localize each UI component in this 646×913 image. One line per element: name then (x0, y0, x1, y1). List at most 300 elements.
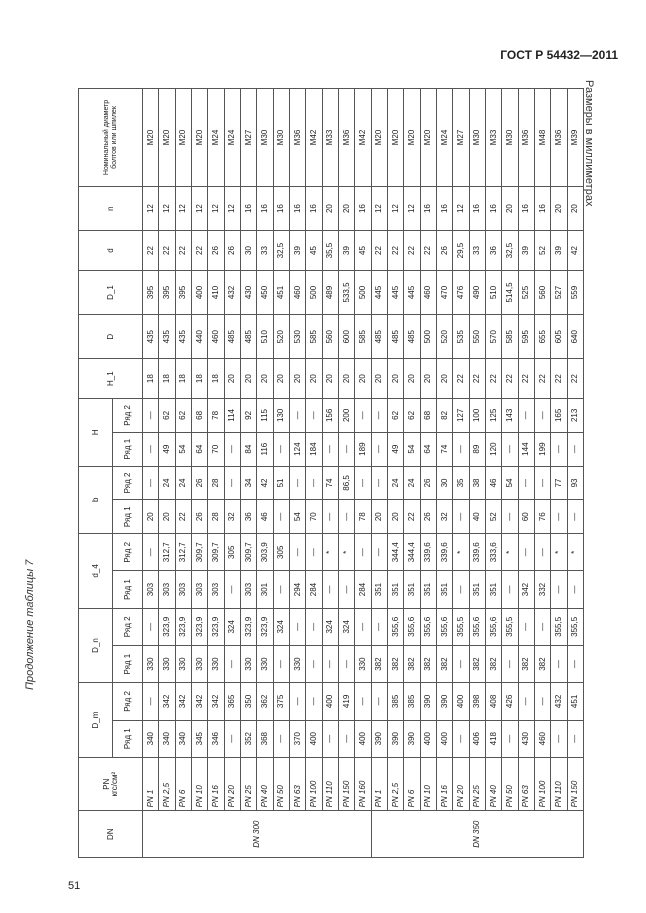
table-row (191, 89, 207, 858)
pn-cell: PN 150 (338, 757, 354, 811)
sub-row2: Ряд 2 (113, 466, 143, 500)
cell-bolt: M30 (273, 89, 289, 187)
cell-dn2: 355,5 (453, 608, 469, 645)
cell-bolt: M42 (355, 89, 371, 187)
cell-dm1: 390 (404, 720, 420, 757)
cell-dm1: 345 (191, 720, 207, 757)
cell-d: 22 (175, 231, 191, 271)
pn-cell: PN 16 (436, 757, 452, 811)
cell-dm1: 368 (257, 720, 273, 757)
table-row (273, 89, 289, 858)
cell-dn2: 323,9 (240, 608, 256, 645)
cell-d41: 351 (485, 571, 501, 608)
cell-d42: 339,6 (420, 534, 436, 571)
cell-D: 435 (175, 315, 191, 359)
cell-n: 16 (485, 186, 501, 230)
cell-b2: — (306, 466, 322, 500)
cell-dn1: 330 (355, 645, 371, 682)
document-id: ГОСТ Р 54432—2011 (500, 48, 618, 62)
cell-d42: 312,7 (159, 534, 175, 571)
cell-d: 36 (485, 231, 501, 271)
cell-n: 12 (159, 186, 175, 230)
cell-bolt: M48 (534, 89, 550, 187)
units-label: Размеры в миллиметрах (583, 80, 595, 207)
cell-h1r: 199 (534, 432, 550, 466)
cell-h2r: 156 (322, 398, 338, 432)
cell-h2r: 82 (436, 398, 452, 432)
cell-bolt: M27 (240, 89, 256, 187)
pn-cell: PN 10 (420, 757, 436, 811)
cell-dn1: 330 (159, 645, 175, 682)
cell-b1: 54 (289, 500, 305, 534)
cell-D1: 451 (273, 270, 289, 314)
dn-300-cell: DN 300 (143, 811, 372, 858)
cell-b1: 28 (208, 500, 224, 534)
cell-d: 35,5 (322, 231, 338, 271)
cell-bolt: M20 (175, 89, 191, 187)
header-pn: PN кгс/см² (79, 757, 143, 811)
sub-row2: Ряд 2 (113, 683, 143, 720)
cell-bolt: M27 (453, 89, 469, 187)
cell-H1: 22 (567, 359, 583, 399)
cell-bolt: M39 (567, 89, 583, 187)
cell-H1: 18 (159, 359, 175, 399)
cell-H1: 22 (469, 359, 485, 399)
cell-h1r: — (551, 432, 567, 466)
cell-H1: 20 (436, 359, 452, 399)
cell-b1: 60 (518, 500, 534, 534)
cell-h1r: 49 (387, 432, 403, 466)
cell-D1: 400 (191, 270, 207, 314)
cell-b2: 26 (191, 466, 207, 500)
cell-D: 510 (257, 315, 273, 359)
cell-n: 16 (289, 186, 305, 230)
cell-b2: — (224, 466, 240, 500)
cell-H1: 18 (175, 359, 191, 399)
cell-dn1: 382 (534, 645, 550, 682)
table-row (469, 89, 485, 858)
cell-d: 39 (289, 231, 305, 271)
header-dm: D_m (79, 683, 113, 758)
cell-H1: 20 (322, 359, 338, 399)
cell-b2: 28 (208, 466, 224, 500)
header-bolt: Номинальный диаметр болтов или шпилек (79, 89, 143, 187)
cell-d41: 303 (240, 571, 256, 608)
cell-dm2: — (371, 683, 387, 720)
cell-dn2: — (289, 608, 305, 645)
cell-dm2: 375 (273, 683, 289, 720)
cell-d42: 312,7 (175, 534, 191, 571)
cell-n: 20 (567, 186, 583, 230)
cell-b1: 52 (485, 500, 501, 534)
cell-dn2: 323,9 (208, 608, 224, 645)
cell-b1: 26 (420, 500, 436, 534)
cell-H1: 22 (502, 359, 518, 399)
cell-h2r: — (143, 398, 159, 432)
cell-b1: 76 (534, 500, 550, 534)
cell-b2: 51 (273, 466, 289, 500)
header-n: n (79, 186, 143, 230)
cell-dm1: 400 (355, 720, 371, 757)
cell-h1r: — (502, 432, 518, 466)
header-h1: H_1 (79, 359, 143, 399)
pn-cell: PN 20 (453, 757, 469, 811)
cell-dm2: — (289, 683, 305, 720)
cell-H1: 18 (143, 359, 159, 399)
cell-bolt: M30 (257, 89, 273, 187)
table-row (306, 89, 322, 858)
cell-d41: 303 (143, 571, 159, 608)
cell-dm2: — (355, 683, 371, 720)
cell-dn2: — (518, 608, 534, 645)
cell-dm2: 419 (338, 683, 354, 720)
cell-b1: — (453, 500, 469, 534)
cell-dn2: 323,9 (175, 608, 191, 645)
cell-bolt: M20 (387, 89, 403, 187)
flange-dimensions-table (78, 88, 584, 858)
cell-d: 45 (306, 231, 322, 271)
cell-dn2: 324 (338, 608, 354, 645)
cell-dm2: 390 (436, 683, 452, 720)
cell-dn2: 324 (322, 608, 338, 645)
cell-b2: 42 (257, 466, 273, 500)
cell-D1: 430 (240, 270, 256, 314)
cell-d: 22 (404, 231, 420, 271)
cell-dn1: — (338, 645, 354, 682)
cell-d: 26 (436, 231, 452, 271)
cell-D: 585 (355, 315, 371, 359)
cell-h2r: 62 (404, 398, 420, 432)
cell-dm2: 342 (175, 683, 191, 720)
cell-bolt: M36 (518, 89, 534, 187)
cell-D: 530 (289, 315, 305, 359)
cell-D: 485 (404, 315, 420, 359)
cell-b1: 20 (387, 500, 403, 534)
cell-dm1: 340 (159, 720, 175, 757)
cell-D: 485 (224, 315, 240, 359)
cell-h2r: — (371, 398, 387, 432)
table-row (453, 89, 469, 858)
cell-b2: 93 (567, 466, 583, 500)
table-row (143, 89, 159, 858)
table-container (78, 88, 584, 858)
cell-b2: 34 (240, 466, 256, 500)
cell-h1r: 64 (420, 432, 436, 466)
header-d-big: D (79, 315, 143, 359)
cell-D1: 527 (551, 270, 567, 314)
pn-cell: PN 25 (240, 757, 256, 811)
sub-row2: Ряд 2 (113, 534, 143, 571)
cell-dn1: 382 (469, 645, 485, 682)
table-row (322, 89, 338, 858)
cell-d41: 284 (306, 571, 322, 608)
cell-dn2: — (371, 608, 387, 645)
cell-b2: 35 (453, 466, 469, 500)
header-dn: DN (79, 811, 143, 858)
cell-dm1: — (224, 720, 240, 757)
cell-D1: 460 (420, 270, 436, 314)
cell-dm2: 385 (387, 683, 403, 720)
cell-dn2: 355,6 (387, 608, 403, 645)
cell-dm2: 342 (208, 683, 224, 720)
cell-H1: 20 (224, 359, 240, 399)
cell-h2r: — (518, 398, 534, 432)
cell-H1: 20 (420, 359, 436, 399)
cell-d42: * (567, 534, 583, 571)
header-d1: D_1 (79, 270, 143, 314)
cell-n: 12 (387, 186, 403, 230)
cell-h2r: 78 (208, 398, 224, 432)
cell-D: 535 (453, 315, 469, 359)
cell-h2r: 130 (273, 398, 289, 432)
cell-H1: 20 (289, 359, 305, 399)
cell-h2r: 115 (257, 398, 273, 432)
cell-d42: — (143, 534, 159, 571)
table-row (551, 89, 567, 858)
table-row (387, 89, 403, 858)
cell-dn1: — (502, 645, 518, 682)
cell-b1: — (338, 500, 354, 534)
cell-h2r: — (306, 398, 322, 432)
cell-D: 485 (240, 315, 256, 359)
cell-D1: 445 (404, 270, 420, 314)
pn-cell: PN 50 (502, 757, 518, 811)
cell-dm1: — (273, 720, 289, 757)
cell-d: 26 (224, 231, 240, 271)
cell-n: 16 (436, 186, 452, 230)
cell-d42: * (338, 534, 354, 571)
cell-dn1: 382 (436, 645, 452, 682)
cell-d: 22 (387, 231, 403, 271)
cell-d: 52 (534, 231, 550, 271)
cell-h1r: — (453, 432, 469, 466)
cell-h1r: — (224, 432, 240, 466)
cell-b1: 40 (469, 500, 485, 534)
cell-D1: 395 (175, 270, 191, 314)
header-h: H (79, 398, 113, 466)
cell-bolt: M20 (191, 89, 207, 187)
cell-D1: 450 (257, 270, 273, 314)
cell-dn2: 323,9 (191, 608, 207, 645)
cell-dm1: 390 (371, 720, 387, 757)
cell-d: 39 (551, 231, 567, 271)
cell-d: 32,5 (502, 231, 518, 271)
pn-cell: PN 160 (355, 757, 371, 811)
cell-d: 33 (469, 231, 485, 271)
table-row (175, 89, 191, 858)
cell-h2r: 100 (469, 398, 485, 432)
cell-b1: — (322, 500, 338, 534)
cell-H1: 22 (518, 359, 534, 399)
cell-dn1: — (273, 645, 289, 682)
cell-n: 12 (224, 186, 240, 230)
cell-d42: — (289, 534, 305, 571)
cell-D: 655 (534, 315, 550, 359)
cell-dm1: 340 (143, 720, 159, 757)
cell-b2: 24 (159, 466, 175, 500)
cell-H1: 20 (355, 359, 371, 399)
cell-n: 16 (355, 186, 371, 230)
table-row (289, 89, 305, 858)
cell-dm1: — (338, 720, 354, 757)
table-row (371, 89, 387, 858)
cell-d41: — (322, 571, 338, 608)
header-dn-col: D_n (79, 608, 113, 683)
cell-h2r: 62 (159, 398, 175, 432)
cell-n: 16 (420, 186, 436, 230)
cell-D1: 533,5 (338, 270, 354, 314)
cell-dn2: 323,9 (257, 608, 273, 645)
cell-h2r: 125 (485, 398, 501, 432)
cell-dn1: 330 (240, 645, 256, 682)
cell-n: 12 (175, 186, 191, 230)
cell-n: 16 (469, 186, 485, 230)
cell-b2: — (371, 466, 387, 500)
cell-dn2: — (534, 608, 550, 645)
pn-cell: PN 110 (322, 757, 338, 811)
cell-D1: 410 (208, 270, 224, 314)
cell-d42: — (518, 534, 534, 571)
cell-d42: 309,7 (191, 534, 207, 571)
table-row (355, 89, 371, 858)
cell-b2: — (534, 466, 550, 500)
table-row (208, 89, 224, 858)
cell-n: 16 (240, 186, 256, 230)
cell-h2r: — (289, 398, 305, 432)
cell-b2: 26 (420, 466, 436, 500)
cell-d: 22 (159, 231, 175, 271)
cell-d41: 303 (208, 571, 224, 608)
cell-D: 435 (143, 315, 159, 359)
header-d4: d_4 (79, 534, 113, 609)
cell-D1: 445 (371, 270, 387, 314)
cell-d: 22 (371, 231, 387, 271)
cell-H1: 20 (306, 359, 322, 399)
cell-b2: 38 (469, 466, 485, 500)
cell-D1: 500 (306, 270, 322, 314)
cell-b1: 70 (306, 500, 322, 534)
pn-cell: PN 100 (534, 757, 550, 811)
cell-n: 20 (322, 186, 338, 230)
pn-cell: PN 110 (551, 757, 567, 811)
cell-d: 22 (191, 231, 207, 271)
cell-d41: 351 (420, 571, 436, 608)
cell-H1: 18 (208, 359, 224, 399)
cell-D: 460 (208, 315, 224, 359)
sub-row1: Ряд 1 (113, 571, 143, 608)
cell-h2r: 62 (175, 398, 191, 432)
cell-D1: 559 (567, 270, 583, 314)
pn-cell: PN 1 (371, 757, 387, 811)
cell-d41: 332 (534, 571, 550, 608)
cell-b2: — (355, 466, 371, 500)
dn-350-cell: DN 350 (371, 811, 583, 858)
cell-h1r: — (338, 432, 354, 466)
pn-cell: PN 25 (469, 757, 485, 811)
cell-d42: * (551, 534, 567, 571)
cell-d: 32,5 (273, 231, 289, 271)
cell-bolt: M33 (485, 89, 501, 187)
cell-d41: — (502, 571, 518, 608)
cell-h1r: — (273, 432, 289, 466)
cell-d42: 303,9 (257, 534, 273, 571)
cell-dm2: 342 (159, 683, 175, 720)
table-row (534, 89, 550, 858)
cell-h1r: 54 (175, 432, 191, 466)
cell-b1: — (567, 500, 583, 534)
cell-dm2: — (534, 683, 550, 720)
cell-D1: 510 (485, 270, 501, 314)
cell-D1: 460 (289, 270, 305, 314)
cell-h1r: 116 (257, 432, 273, 466)
pn-cell: PN 40 (485, 757, 501, 811)
cell-n: 12 (404, 186, 420, 230)
cell-dm1: — (453, 720, 469, 757)
cell-bolt: M20 (404, 89, 420, 187)
cell-dm1: 400 (436, 720, 452, 757)
cell-dn2: 355,6 (436, 608, 452, 645)
pn-cell: PN 63 (518, 757, 534, 811)
cell-dn1: — (453, 645, 469, 682)
cell-d41: 351 (371, 571, 387, 608)
cell-n: 20 (502, 186, 518, 230)
cell-h1r: — (322, 432, 338, 466)
cell-dn2: 355,5 (502, 608, 518, 645)
cell-h2r: 62 (387, 398, 403, 432)
cell-H1: 22 (485, 359, 501, 399)
cell-dm2: 408 (485, 683, 501, 720)
sub-row2: Ряд 2 (113, 398, 143, 432)
cell-d41: 351 (387, 571, 403, 608)
cell-dm2: — (518, 683, 534, 720)
cell-d: 39 (518, 231, 534, 271)
cell-h1r: 70 (208, 432, 224, 466)
cell-dn1: 330 (143, 645, 159, 682)
cell-dm1: 390 (387, 720, 403, 757)
cell-d41: — (567, 571, 583, 608)
cell-bolt: M36 (551, 89, 567, 187)
cell-h2r: 200 (338, 398, 354, 432)
cell-d: 33 (257, 231, 273, 271)
cell-d: 22 (143, 231, 159, 271)
pn-cell: PN 20 (224, 757, 240, 811)
cell-D1: 476 (453, 270, 469, 314)
pn-cell: PN 6 (175, 757, 191, 811)
cell-dm2: 350 (240, 683, 256, 720)
cell-h1r: — (143, 432, 159, 466)
cell-dn1: 382 (387, 645, 403, 682)
cell-dm1: 460 (534, 720, 550, 757)
cell-d41: 294 (289, 571, 305, 608)
cell-h2r: 68 (420, 398, 436, 432)
cell-h1r: 184 (306, 432, 322, 466)
cell-b1: 26 (191, 500, 207, 534)
cell-D1: 514,5 (502, 270, 518, 314)
cell-d42: 333,6 (485, 534, 501, 571)
cell-dn2: 324 (224, 608, 240, 645)
cell-D1: 445 (387, 270, 403, 314)
cell-dn1: — (224, 645, 240, 682)
cell-h2r: 92 (240, 398, 256, 432)
header-b: b (79, 466, 113, 534)
table-row (567, 89, 583, 858)
cell-n: 16 (273, 186, 289, 230)
cell-h2r: 165 (551, 398, 567, 432)
cell-dm2: — (306, 683, 322, 720)
cell-dn2: 355,6 (420, 608, 436, 645)
table-row (338, 89, 354, 858)
cell-dn1: 330 (175, 645, 191, 682)
